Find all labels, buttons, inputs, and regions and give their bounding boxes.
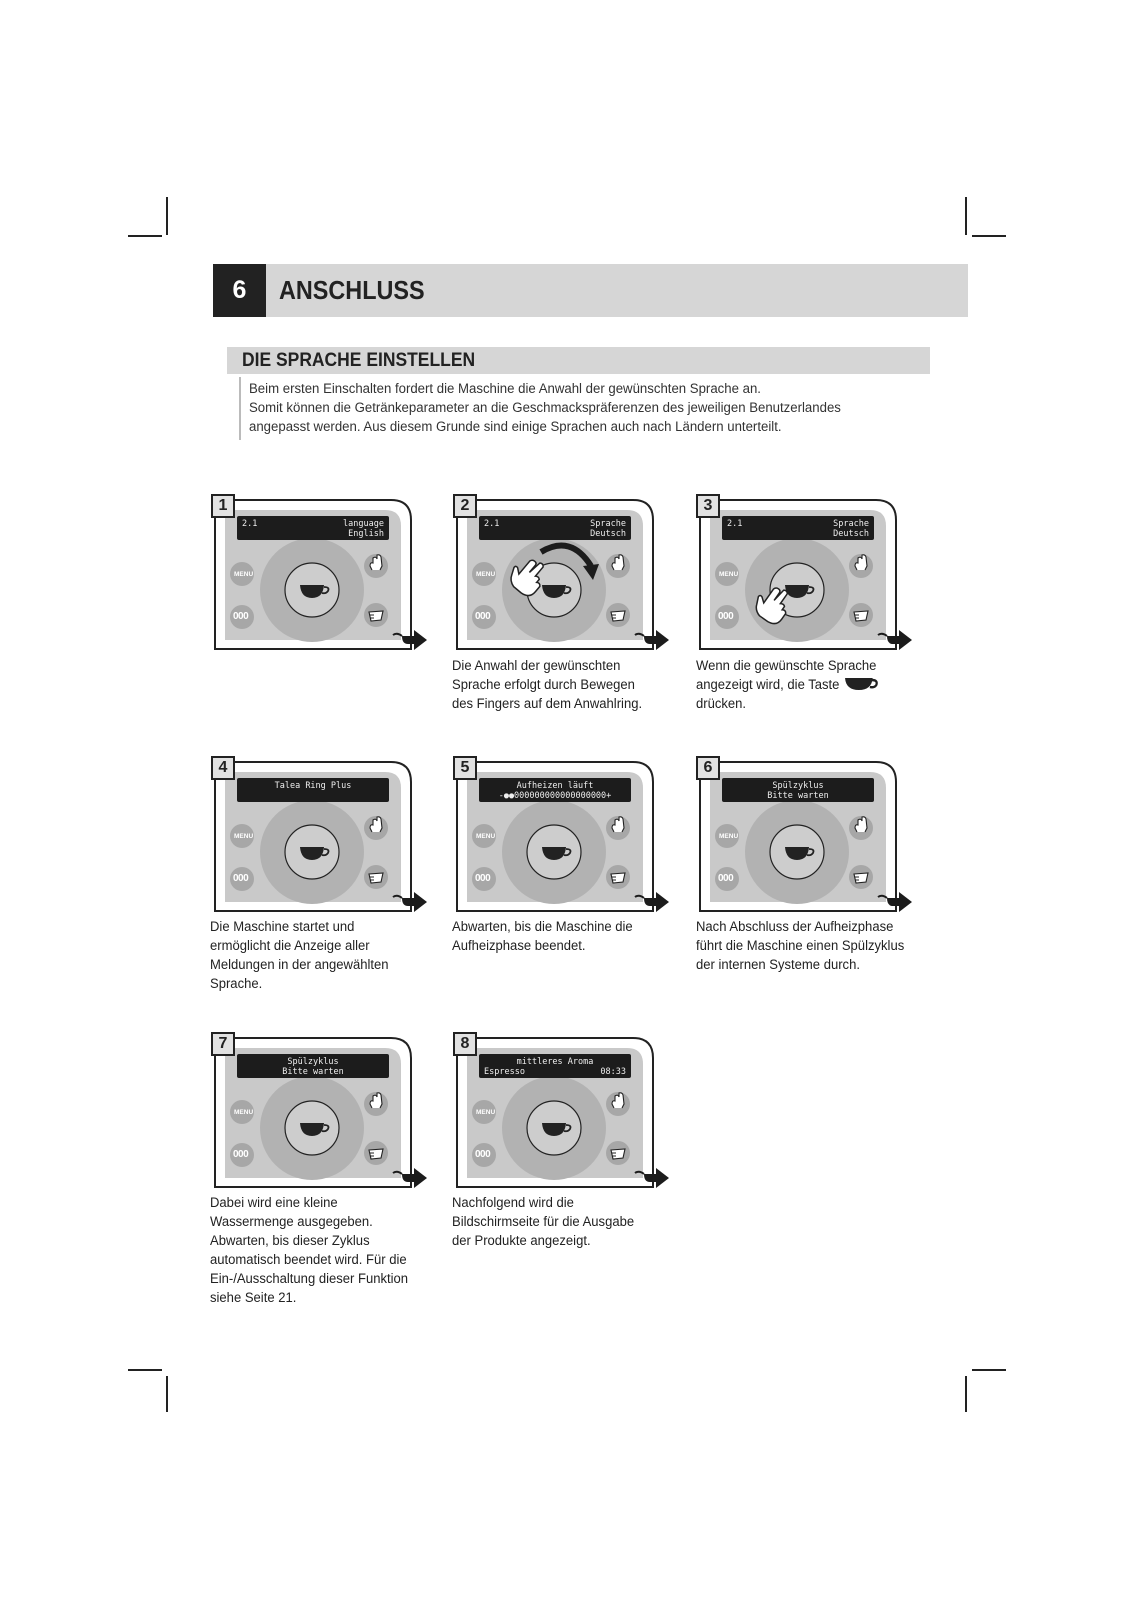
lcd-menu-code: 2.1 [242, 519, 258, 529]
lcd-setting-value: English [348, 529, 384, 539]
aroma-button-label: 000 [233, 611, 249, 622]
lcd-display [722, 516, 874, 540]
menu-button-label: MENU [234, 1109, 254, 1116]
lcd-product: Espresso [484, 1067, 525, 1077]
crop-mark-top-left-v [166, 197, 168, 235]
caption-line: Meldungen in der angewählten [210, 957, 389, 973]
caption-line: Aufheizphase beendet. [452, 938, 586, 954]
lcd-setting-value: Deutsch [833, 529, 869, 539]
lcd-setting-value: Deutsch [590, 529, 626, 539]
intro-line: Somit können die Getränkeparameter an die Geschmackspräferenzen des jeweiligen Benutzerlandes [249, 400, 841, 416]
step-3 [696, 494, 926, 654]
aroma-button-label: 000 [233, 1149, 249, 1160]
menu-button-label: MENU [234, 571, 254, 578]
caption-line: der internen Systeme durch. [696, 957, 860, 973]
step-number: 6 [696, 756, 720, 780]
lcd-setting-name: language [343, 519, 384, 529]
step-5-caption [452, 918, 648, 956]
caption-line: angezeigt wird, die Taste [696, 677, 840, 693]
lcd-setting-name: Sprache [590, 519, 626, 529]
menu-button-label: MENU [476, 1109, 496, 1116]
caption-line: Nach Abschluss der Aufheizphase [696, 919, 894, 935]
caption-line: führt die Maschine einen Spülzyklus [696, 938, 905, 954]
step-6-caption [696, 918, 922, 975]
caption-line: siehe Seite 21. [210, 1290, 297, 1306]
menu-button-label: MENU [719, 571, 739, 578]
step-3-caption [696, 657, 896, 714]
chapter-number: 6 [213, 264, 266, 317]
lcd-line-1: Talea Ring Plus [274, 781, 352, 791]
section-title: DIE SPRACHE EINSTELLEN [242, 350, 476, 371]
crop-mark-bottom-right-v [965, 1376, 967, 1412]
intro-rule [239, 377, 241, 440]
lcd-line-1: Spülzyklus [772, 781, 824, 791]
crop-mark-bottom-left-v [166, 1376, 168, 1412]
lcd-progress-bar: -●●000000000000000000+ [498, 791, 612, 801]
aroma-button-label: 000 [475, 1149, 491, 1160]
step-8 [453, 1032, 683, 1192]
step-number: 3 [696, 494, 720, 518]
caption-line: automatisch beendet wird. Für die [210, 1252, 407, 1268]
crop-mark-bottom-right-h [972, 1369, 1006, 1371]
step-number: 2 [453, 494, 477, 518]
caption-line: Die Anwahl der gewünschten [452, 658, 621, 674]
step-2-caption [452, 657, 659, 714]
menu-button-label: MENU [234, 833, 254, 840]
step-number: 1 [211, 494, 235, 518]
lcd-display [237, 778, 389, 802]
crop-mark-top-right-h [972, 235, 1006, 237]
aroma-button-label: 000 [233, 873, 249, 884]
step-7 [211, 1032, 441, 1192]
step-1 [211, 494, 441, 654]
lcd-display [237, 516, 389, 540]
caption-line: der Produkte angezeigt. [452, 1233, 591, 1249]
menu-button-label: MENU [719, 833, 739, 840]
caption-line: Bildschirmseite für die Ausgabe [452, 1214, 635, 1230]
step-6 [696, 756, 926, 916]
crop-mark-bottom-left-h [128, 1369, 162, 1371]
crop-mark-top-right-v [965, 197, 967, 235]
step-number: 4 [211, 756, 235, 780]
step-7-caption [210, 1194, 425, 1308]
caption-line: Abwarten, bis dieser Zyklus [210, 1233, 370, 1249]
rotate-arrow-icon [453, 494, 683, 654]
step-4 [211, 756, 441, 916]
lcd-display [722, 778, 874, 802]
lcd-menu-code: 2.1 [484, 519, 500, 529]
chapter-header [213, 264, 968, 317]
lcd-line-1: mittleres Aroma [516, 1057, 594, 1067]
crop-mark-top-left-h [128, 235, 162, 237]
section-header [227, 347, 930, 374]
menu-button-label: MENU [476, 571, 496, 578]
caption-line: des Fingers auf dem Anwahlring. [452, 696, 643, 712]
caption-line: Sprache. [210, 976, 263, 992]
aroma-button-label: 000 [718, 611, 734, 622]
intro-line: angepasst werden. Aus diesem Grunde sind einige Sprachen auch nach Ländern unterteilt. [249, 419, 782, 435]
menu-button-label: MENU [476, 833, 496, 840]
intro-line: Beim ersten Einschalten fordert die Maschine die Anwahl der gewünschten Sprache an. [249, 381, 761, 397]
caption-line: Sprache erfolgt durch Bewegen [452, 677, 635, 693]
caption-line: Dabei wird eine kleine [210, 1195, 338, 1211]
step-number: 8 [453, 1032, 477, 1056]
step-2 [453, 494, 683, 654]
caption-line: ermöglicht die Anzeige aller [210, 938, 370, 954]
lcd-display [479, 778, 631, 802]
caption-line: Wassermenge ausgegeben. [210, 1214, 373, 1230]
caption-line: Abwarten, bis die Maschine die [452, 919, 633, 935]
step-4-caption [210, 918, 404, 994]
lcd-setting-name: Sprache [833, 519, 869, 529]
chapter-title: ANSCHLUSS [279, 275, 425, 305]
caption-line: Wenn die gewünschte Sprache [696, 658, 877, 674]
caption-line-with-icon [696, 676, 880, 695]
aroma-button-label: 000 [475, 873, 491, 884]
lcd-line-1: Aufheizen läuft [516, 781, 594, 791]
aroma-button-label: 000 [718, 873, 734, 884]
caption-line: Ein-/Ausschaltung dieser Funktion [210, 1271, 409, 1287]
lcd-line-2: Bitte warten [282, 1067, 344, 1077]
lcd-line-2: Bitte warten [767, 791, 829, 801]
caption-line: drücken. [696, 696, 747, 712]
lcd-clock: 08:33 [600, 1067, 626, 1077]
caption-line: Die Maschine startet und [210, 919, 355, 935]
caption-line: Nachfolgend wird die [452, 1195, 574, 1211]
step-number: 5 [453, 756, 477, 780]
lcd-display [237, 1054, 389, 1078]
lcd-menu-code: 2.1 [727, 519, 743, 529]
step-8-caption [452, 1194, 650, 1251]
lcd-line-1: Spülzyklus [287, 1057, 339, 1067]
intro-text [249, 380, 939, 437]
lcd-display [479, 1054, 631, 1078]
cup-button-icon [843, 676, 880, 692]
step-number: 7 [211, 1032, 235, 1056]
aroma-button-label: 000 [475, 611, 491, 622]
step-5 [453, 756, 683, 916]
